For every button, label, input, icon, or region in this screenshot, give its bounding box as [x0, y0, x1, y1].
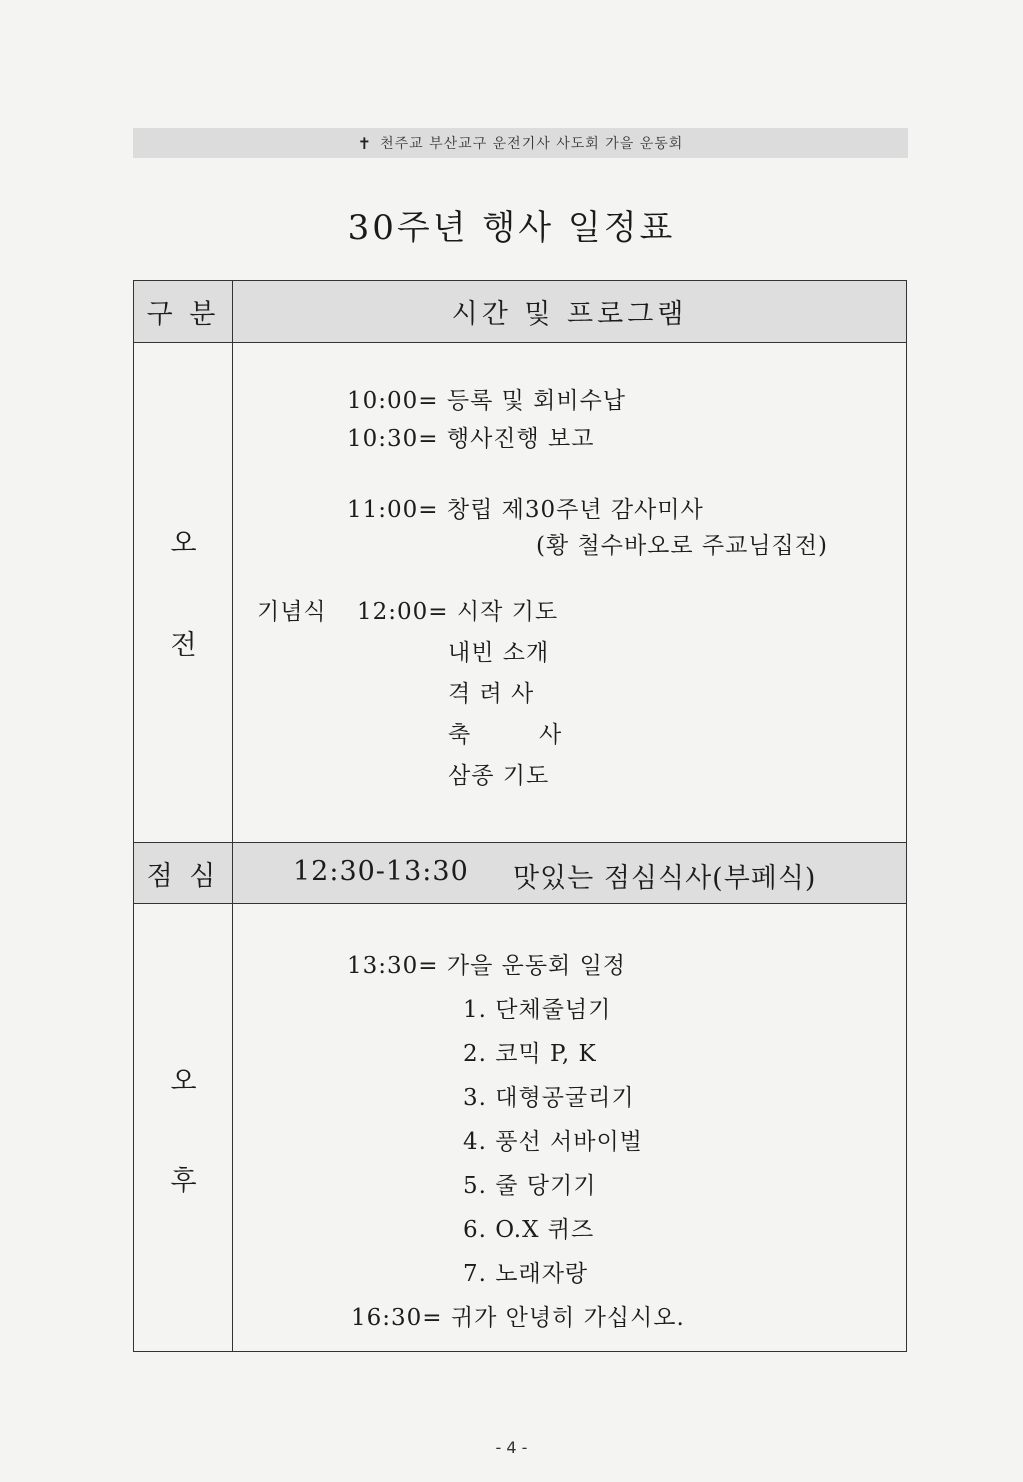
morning-program-cell — [233, 343, 906, 842]
afternoon-row — [134, 904, 906, 1351]
activity-item: 7. 노래자랑 — [463, 1261, 589, 1287]
afternoon-start: 13:30= 가을 운동회 일정 — [347, 953, 627, 979]
morning-line: 11:00= 창립 제30주년 감사미사 — [347, 497, 704, 523]
lunch-time: 12:30-13:30 — [293, 856, 469, 887]
activity-item: 5. 줄 당기기 — [463, 1173, 597, 1199]
morning-line: 격 려 사 — [448, 681, 535, 707]
lunch-program-cell — [233, 843, 906, 903]
activity-item: 4. 풍선 서바이벌 — [463, 1129, 643, 1155]
page-number: - 4 - — [495, 1438, 528, 1457]
morning-line: 사 — [539, 722, 563, 748]
lunch-row — [134, 843, 906, 904]
lunch-desc: 맛있는 점심식사(부페식) — [513, 863, 817, 894]
schedule-table — [133, 280, 907, 1352]
morning-line: 내빈 소개 — [448, 640, 550, 666]
morning-line: 기념식 — [257, 599, 327, 625]
morning-label-1: 오 — [170, 528, 197, 559]
lunch-label: 점 심 — [146, 860, 220, 892]
activity-item: 3. 대형공굴리기 — [463, 1085, 635, 1111]
afternoon-end: 16:30= 귀가 안녕히 가십시오. — [351, 1305, 685, 1331]
activity-item: 2. 코믹 P, K — [463, 1041, 597, 1067]
activity-item: 6. O.X 퀴즈 — [463, 1217, 595, 1243]
cross-icon: ✝ — [357, 133, 373, 153]
morning-line: 10:00= 등록 및 회비수납 — [347, 388, 627, 414]
header-band — [133, 128, 908, 158]
morning-line: 축 — [448, 722, 472, 748]
page-title: 30주년 행사 일정표 — [347, 208, 676, 248]
program-header: 시간 및 프로그램 — [451, 299, 688, 330]
morning-label-2: 전 — [170, 630, 197, 661]
morning-label-cell — [134, 343, 233, 842]
morning-row — [134, 343, 906, 843]
morning-line: 삼종 기도 — [448, 763, 550, 789]
table-header-row — [134, 281, 906, 343]
division-header: 구 분 — [146, 299, 220, 330]
afternoon-label-1: 오 — [170, 1066, 197, 1097]
lunch-label-cell — [134, 843, 233, 903]
afternoon-label-cell — [134, 904, 233, 1351]
header-text: 천주교 부산교구 운전기사 사도회 가을 운동회 — [380, 136, 684, 152]
afternoon-label-2: 후 — [170, 1166, 197, 1197]
morning-line: 10:30= 행사진행 보고 — [347, 426, 595, 452]
program-header-cell — [233, 281, 906, 342]
morning-line: (황 철수바오로 주교님집전) — [536, 533, 828, 559]
division-header-cell — [134, 281, 233, 342]
activity-item: 1. 단체줄넘기 — [463, 997, 612, 1023]
morning-line: 12:00= 시작 기도 — [357, 599, 559, 625]
afternoon-program-cell — [233, 904, 906, 1351]
